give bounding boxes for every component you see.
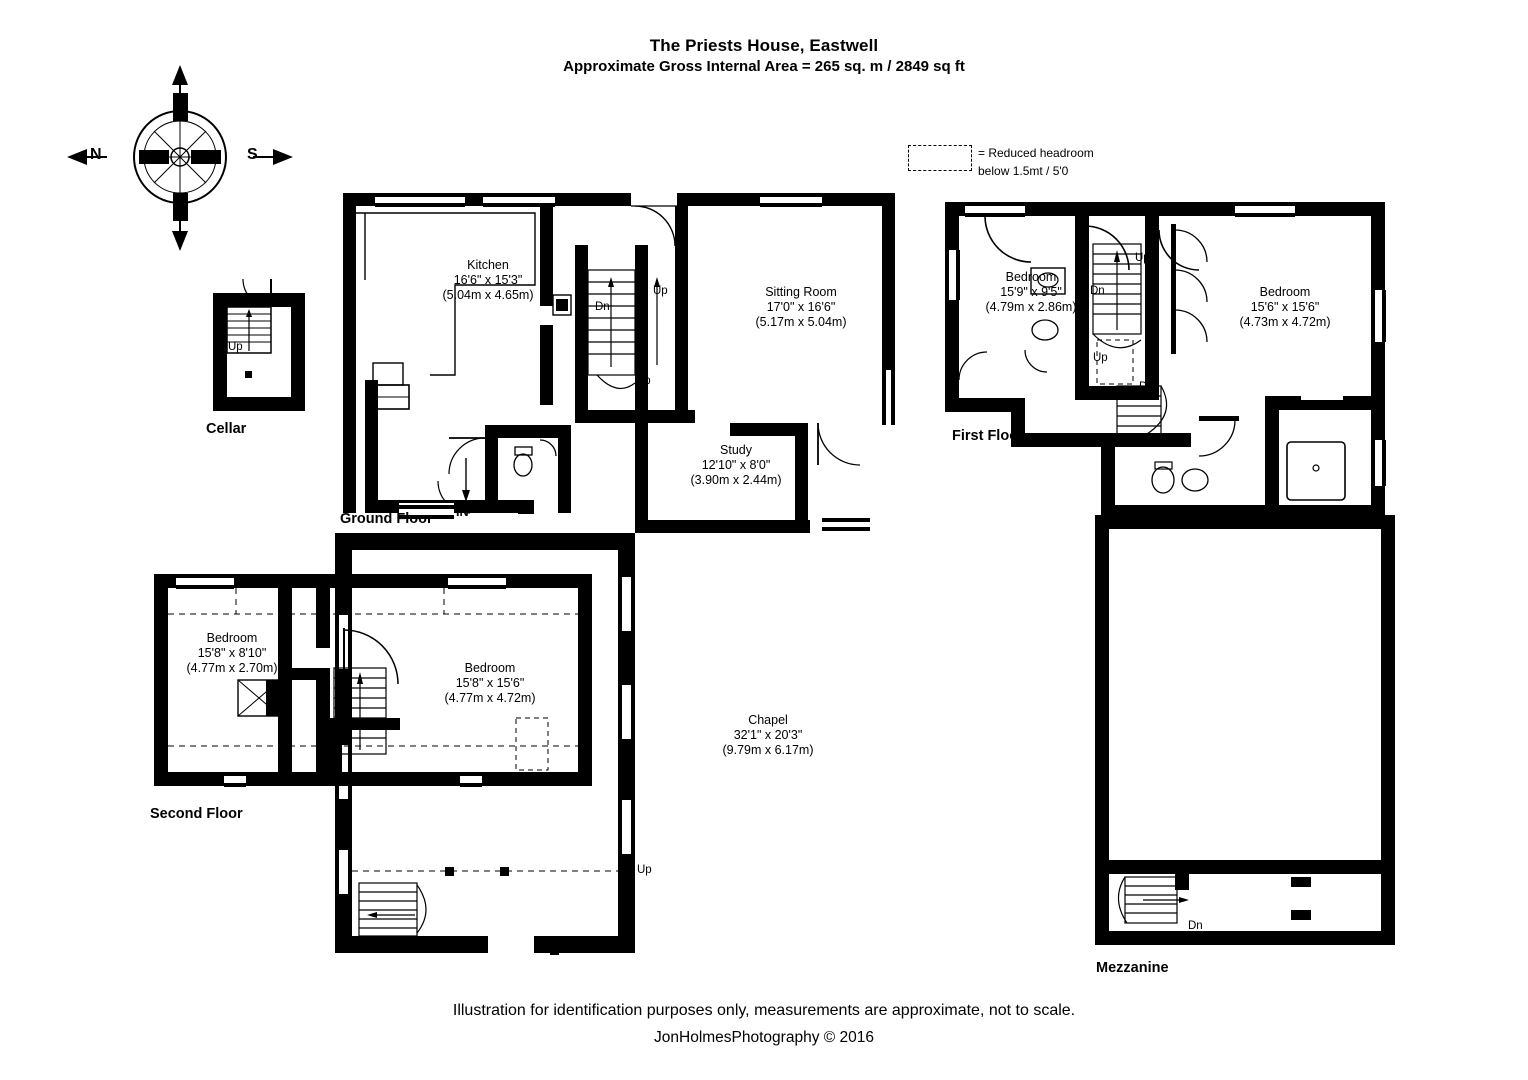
chapel-up-marker: Up — [637, 864, 652, 876]
sitting-room-imperial: 17'0" x 16'6" — [766, 300, 836, 314]
study-imperial: 12'10" x 8'0" — [701, 458, 771, 472]
page-title: The Priests House, Eastwell — [649, 36, 879, 55]
sitting-room-metric: (5.17m x 5.04m) — [755, 315, 847, 329]
compass-north-label: N — [90, 146, 102, 163]
floor-plan-mezzanine — [1095, 515, 1395, 960]
chapel-metric: (9.79m x 6.17m) — [722, 743, 814, 757]
room-label-bedroom-second-left — [152, 631, 312, 676]
page-subtitle: Approximate Gross Internal Area = 265 sq. m / 2849 sq ft — [563, 58, 965, 75]
bedroom-first-right-name: Bedroom — [1259, 285, 1311, 299]
study-metric: (3.90m x 2.44m) — [690, 473, 782, 487]
room-label-kitchen — [398, 258, 578, 303]
room-label-chapel — [680, 713, 856, 758]
floor-label-ground: Ground Floor — [340, 511, 433, 527]
bedroom-first-left-metric: (4.79m x 2.86m) — [985, 300, 1077, 314]
mezzanine-dn-marker: Dn — [1188, 920, 1203, 932]
bedroom-first-left-imperial: 15'9" x 9'5" — [1000, 285, 1062, 299]
ground-up-marker-2: Up — [636, 375, 651, 387]
chapel-imperial: 32'1" x 20'3" — [733, 728, 803, 742]
kitchen-name: Kitchen — [467, 258, 509, 272]
floor-label-cellar: Cellar — [206, 421, 247, 437]
bedroom-second-right-name: Bedroom — [464, 661, 516, 675]
ground-up-marker-1: Up — [653, 285, 668, 297]
chapel-name: Chapel — [748, 713, 788, 727]
bedroom-second-left-imperial: 15'8" x 8'10" — [197, 646, 267, 660]
first-dn-marker-2: Dn — [1139, 381, 1154, 393]
first-up-marker-1: Up — [1135, 252, 1150, 264]
floor-label-first: First Floor — [952, 428, 1024, 444]
footer-disclaimer: Illustration for identification purposes only, measurements are approximate, not to scale. — [452, 1002, 1076, 1019]
footer-credit: JonHolmesPhotography © 2016 — [654, 1029, 874, 1046]
bedroom-first-right-metric: (4.73m x 4.72m) — [1239, 315, 1331, 329]
room-label-study — [648, 443, 824, 488]
room-label-bedroom-first-right — [1200, 285, 1370, 330]
bedroom-second-right-imperial: 15'8" x 15'6" — [455, 676, 525, 690]
floor-label-mezzanine: Mezzanine — [1096, 960, 1169, 976]
entrance-arrow — [455, 458, 477, 504]
room-label-sitting-room — [706, 285, 896, 330]
compass-south-label: S — [247, 146, 258, 163]
study-name: Study — [720, 443, 752, 457]
first-dn-marker-1: Dn — [1090, 285, 1105, 297]
bedroom-second-right-metric: (4.77m x 4.72m) — [444, 691, 536, 705]
bedroom-second-left-name: Bedroom — [206, 631, 258, 645]
bedroom-first-right-imperial: 15'6" x 15'6" — [1250, 300, 1320, 314]
ground-dn-marker: Dn — [595, 301, 610, 313]
legend-swatch — [908, 145, 972, 171]
floor-plan-cellar — [205, 285, 320, 425]
room-label-bedroom-second-right — [405, 661, 575, 706]
kitchen-imperial: 16'6" x 15'3" — [453, 273, 523, 287]
second-dn-marker: Dn — [308, 669, 323, 681]
legend-line-2: below 1.5mt / 5'0 — [978, 164, 1069, 178]
kitchen-metric: (5.04m x 4.65m) — [442, 288, 534, 302]
legend-line-1: = Reduced headroom — [978, 146, 1094, 160]
entrance-label: IN — [456, 505, 469, 519]
bedroom-first-left-name: Bedroom — [1005, 270, 1057, 284]
floor-label-second: Second Floor — [150, 806, 243, 822]
first-up-marker-2: Up — [1093, 352, 1108, 364]
sitting-room-name: Sitting Room — [765, 285, 837, 299]
floor-plan-first — [935, 190, 1395, 540]
bedroom-second-left-metric: (4.77m x 2.70m) — [186, 661, 278, 675]
cellar-up-marker: Up — [228, 341, 243, 353]
